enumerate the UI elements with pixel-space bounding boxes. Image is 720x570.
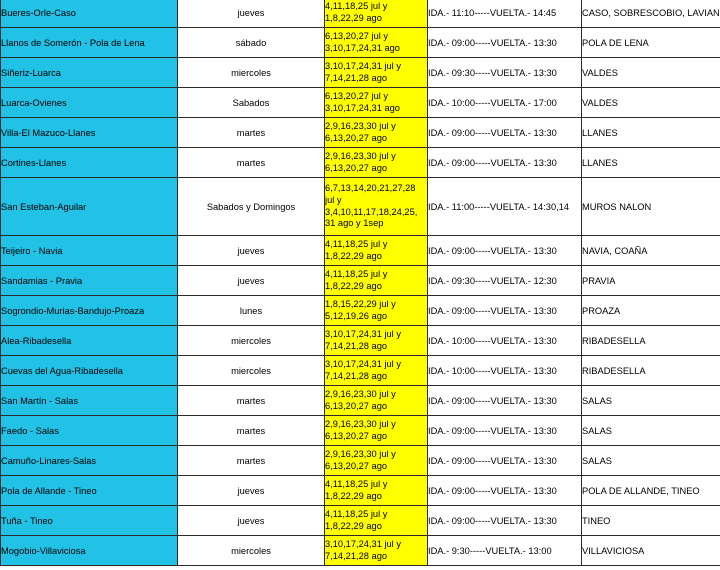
table-row (1, 118, 720, 148)
route-cell[interactable]: Faedo - Salas (1, 416, 178, 446)
date-line: 7,14,21,28 ago (325, 370, 388, 381)
table-row (1, 416, 720, 446)
date-line: 3,10,17,24,31 jul y (325, 60, 401, 71)
area-cell[interactable]: LLANES (582, 118, 720, 148)
table-row (1, 266, 720, 296)
route-cell[interactable]: Sandamias - Pravia (1, 266, 178, 296)
date-line: 6,13,20,27 jul y (325, 30, 389, 41)
date-line: 1,8,22,29 ago (325, 12, 382, 23)
date-line: 4,11,18,25 jul y (325, 238, 388, 249)
date-line: 1,8,22,29 ago (325, 250, 382, 261)
route-cell[interactable]: Mogobio-Villaviciosa (1, 536, 178, 566)
area-cell[interactable]: CASO, SOBRESCOBIO, LAVIAN (582, 0, 720, 28)
table-row (1, 0, 720, 28)
route-cell[interactable]: Alea-Ribadesella (1, 326, 178, 356)
schedule-cell[interactable]: IDA.- 11:10-----VUELTA.- 14:45 (428, 0, 582, 28)
schedule-cell[interactable]: IDA.- 09:00-----VUELTA.- 13:30 (428, 148, 582, 178)
area-cell[interactable]: SALAS (582, 386, 720, 416)
area-cell[interactable]: VALDES (582, 88, 720, 118)
route-cell[interactable]: Cortines-Llanes (1, 148, 178, 178)
dates-cell[interactable] (325, 0, 428, 28)
date-line: 7,14,21,28 ago (325, 550, 388, 561)
area-cell[interactable]: VALDES (582, 58, 720, 88)
route-cell[interactable]: San Esteban-Aguilar (1, 178, 178, 236)
schedule-cell[interactable]: IDA.- 09:00-----VUELTA.- 13:30 (428, 416, 582, 446)
schedule-cell[interactable]: IDA.- 09:00-----VUELTA.- 13:30 (428, 386, 582, 416)
table-row (1, 88, 720, 118)
area-cell[interactable]: MUROS NALON (582, 178, 720, 236)
dates-cell[interactable] (325, 236, 428, 266)
schedule-cell[interactable]: IDA.- 09:00-----VUELTA.- 13:30 (428, 236, 582, 266)
route-cell[interactable]: Cuevas del Agua-Ribadesella (1, 356, 178, 386)
date-line: jul y (325, 194, 342, 205)
date-line: 1,8,22,29 ago (325, 520, 382, 531)
date-line: 3,4,10,11,17,18,24,25, (325, 206, 418, 217)
schedule-cell[interactable]: IDA.- 10:00-----VUELTA.- 13:30 (428, 356, 582, 386)
day-cell[interactable]: miercoles (178, 536, 325, 566)
schedule-cell[interactable]: IDA.- 09:00-----VUELTA.- 13:30 (428, 28, 582, 58)
area-cell[interactable]: POLA DE LENA (582, 28, 720, 58)
area-cell[interactable]: LLANES (582, 148, 720, 178)
table-row (1, 356, 720, 386)
route-cell[interactable]: San Martín - Salas (1, 386, 178, 416)
day-cell[interactable]: martes (178, 118, 325, 148)
route-cell[interactable]: Sogrondio-Murias-Bandujo-Proaza (1, 296, 178, 326)
dates-cell[interactable] (325, 386, 428, 416)
schedule-cell[interactable]: IDA.- 10:00-----VUELTA.- 17:00 (428, 88, 582, 118)
area-cell[interactable]: RIBADESELLA (582, 326, 720, 356)
dates-cell[interactable] (325, 118, 428, 148)
table-row (1, 446, 720, 476)
date-line: 2,9,16,23,30 jul y (325, 418, 396, 429)
schedule-cell[interactable]: IDA.- 09:00-----VUELTA.- 13:30 (428, 446, 582, 476)
date-line: 2,9,16,23,30 jul y (325, 150, 396, 161)
dates-cell[interactable] (325, 266, 428, 296)
schedule-cell[interactable]: IDA.- 09:00-----VUELTA.- 13:30 (428, 118, 582, 148)
date-line: 31 ago y 1sep (325, 218, 384, 229)
date-line: 4,11,18,25 jul y (325, 508, 388, 519)
route-cell[interactable]: Villa-El Mazuco-Llanes (1, 118, 178, 148)
area-cell[interactable]: POLA DE ALLANDE, TINEO (582, 476, 720, 506)
day-cell[interactable]: Sabados y Domingos (178, 178, 325, 236)
route-cell[interactable]: Camuño-Linares-Salas (1, 446, 178, 476)
dates-cell[interactable] (325, 178, 428, 236)
day-cell[interactable]: martes (178, 416, 325, 446)
day-cell[interactable]: jueves (178, 266, 325, 296)
area-cell[interactable]: SALAS (582, 416, 720, 446)
date-line: 5,12,19,26 ago (325, 310, 388, 321)
date-line: 3,10,17,24,31 ago (325, 102, 400, 113)
date-line: 6,13,20,27 ago (325, 460, 388, 471)
dates-cell[interactable] (325, 356, 428, 386)
table-row (1, 58, 720, 88)
dates-cell[interactable] (325, 536, 428, 566)
dates-cell[interactable] (325, 326, 428, 356)
day-cell[interactable]: martes (178, 148, 325, 178)
date-line: 6,7,13,14,20,21,27,28 (325, 183, 416, 194)
table-body (1, 0, 720, 566)
date-line: 7,14,21,28 ago (325, 72, 388, 83)
schedule-cell[interactable]: IDA.- 09:00-----VUELTA.- 13:30 (428, 506, 582, 536)
day-cell[interactable]: miercoles (178, 326, 325, 356)
day-cell[interactable]: miercoles (178, 58, 325, 88)
dates-cell[interactable] (325, 148, 428, 178)
table-row (1, 506, 720, 536)
table-row (1, 178, 720, 236)
schedule-cell[interactable]: IDA.- 09:30-----VUELTA.- 13:30 (428, 58, 582, 88)
schedule-cell[interactable]: IDA.- 09:30-----VUELTA.- 12:30 (428, 266, 582, 296)
schedule-cell[interactable]: IDA.- 11:00-----VUELTA.- 14:30,14 (428, 178, 582, 236)
table-row (1, 28, 720, 58)
table-row (1, 476, 720, 506)
area-cell[interactable]: VILLAVICIOSA (582, 536, 720, 566)
day-cell[interactable]: sábado (178, 28, 325, 58)
day-cell[interactable]: jueves (178, 236, 325, 266)
date-line: 1,8,22,29 ago (325, 280, 382, 291)
day-cell[interactable]: jueves (178, 476, 325, 506)
area-cell[interactable]: RIBADESELLA (582, 356, 720, 386)
date-line: 6,13,20,27 ago (325, 400, 388, 411)
table-row (1, 148, 720, 178)
date-line: 2,9,16,23,30 jul y (325, 388, 396, 399)
route-cell[interactable]: Luarca-Ovienes (1, 88, 178, 118)
date-line: 4,11,18,25 jul y (325, 0, 388, 11)
day-cell[interactable]: martes (178, 446, 325, 476)
schedule-cell[interactable]: IDA.- 09:00-----VUELTA.- 13:30 (428, 296, 582, 326)
day-cell[interactable]: martes (178, 386, 325, 416)
route-cell[interactable]: Teijeiro - Navia (1, 236, 178, 266)
day-cell[interactable]: jueves (178, 506, 325, 536)
date-line: 3,10,17,24,31 ago (325, 42, 400, 53)
date-line: 4,11,18,25 jul y (325, 268, 388, 279)
date-line: 3,10,17,24,31 jul y (325, 328, 401, 339)
date-line: 6,13,20,27 jul y (325, 90, 389, 101)
date-line: 6,13,20,27 ago (325, 132, 388, 143)
area-cell[interactable]: TINEO (582, 506, 720, 536)
date-line: 7,14,21,28 ago (325, 340, 388, 351)
day-cell[interactable]: Sabados (178, 88, 325, 118)
schedule-cell[interactable]: IDA.- 09:00-----VUELTA.- 13:30 (428, 476, 582, 506)
date-line: 3,10,17,24,31 jul y (325, 358, 401, 369)
dates-cell[interactable] (325, 58, 428, 88)
date-line: 2,9,16,23,30 jul y (325, 448, 396, 459)
route-cell[interactable]: Pola de Allande - Tineo (1, 476, 178, 506)
dates-cell[interactable] (325, 416, 428, 446)
date-line: 6,13,20,27 ago (325, 162, 388, 173)
dates-cell[interactable] (325, 476, 428, 506)
day-cell[interactable]: miercoles (178, 356, 325, 386)
table-row (1, 386, 720, 416)
table-row (1, 236, 720, 266)
area-cell[interactable]: NAVIA, COAÑA (582, 236, 720, 266)
date-line: 4,11,18,25 jul y (325, 478, 388, 489)
route-cell[interactable]: Bueres-Orle-Caso (1, 0, 178, 28)
date-line: 6,13,20,27 ago (325, 430, 388, 441)
dates-cell[interactable] (325, 88, 428, 118)
dates-cell[interactable] (325, 446, 428, 476)
day-cell[interactable]: jueves (178, 0, 325, 28)
date-line: 1,8,22,29 ago (325, 490, 382, 501)
table-row (1, 536, 720, 566)
day-cell[interactable]: lunes (178, 296, 325, 326)
schedule-cell[interactable]: IDA.- 10:00-----VUELTA.- 13:30 (428, 326, 582, 356)
dates-cell[interactable] (325, 296, 428, 326)
area-cell[interactable]: SALAS (582, 446, 720, 476)
dates-cell[interactable] (325, 28, 428, 58)
area-cell[interactable]: PRAVIA (582, 266, 720, 296)
date-line: 2,9,16,23,30 jul y (325, 120, 396, 131)
table-row (1, 326, 720, 356)
date-line: 1,8,15,22,29 jul y (325, 298, 396, 309)
area-cell[interactable]: PROAZA (582, 296, 720, 326)
route-cell[interactable]: Siñeriz-Luarca (1, 58, 178, 88)
table-row (1, 296, 720, 326)
dates-cell[interactable] (325, 506, 428, 536)
route-cell[interactable]: Tuña - Tineo (1, 506, 178, 536)
date-line: 3,10,17,24,31 jul y (325, 538, 401, 549)
route-cell[interactable]: Llanos de Somerón - Pola de Lena (1, 28, 178, 58)
schedule-cell[interactable]: IDA.- 9:30-----VUELTA.- 13:00 (428, 536, 582, 566)
